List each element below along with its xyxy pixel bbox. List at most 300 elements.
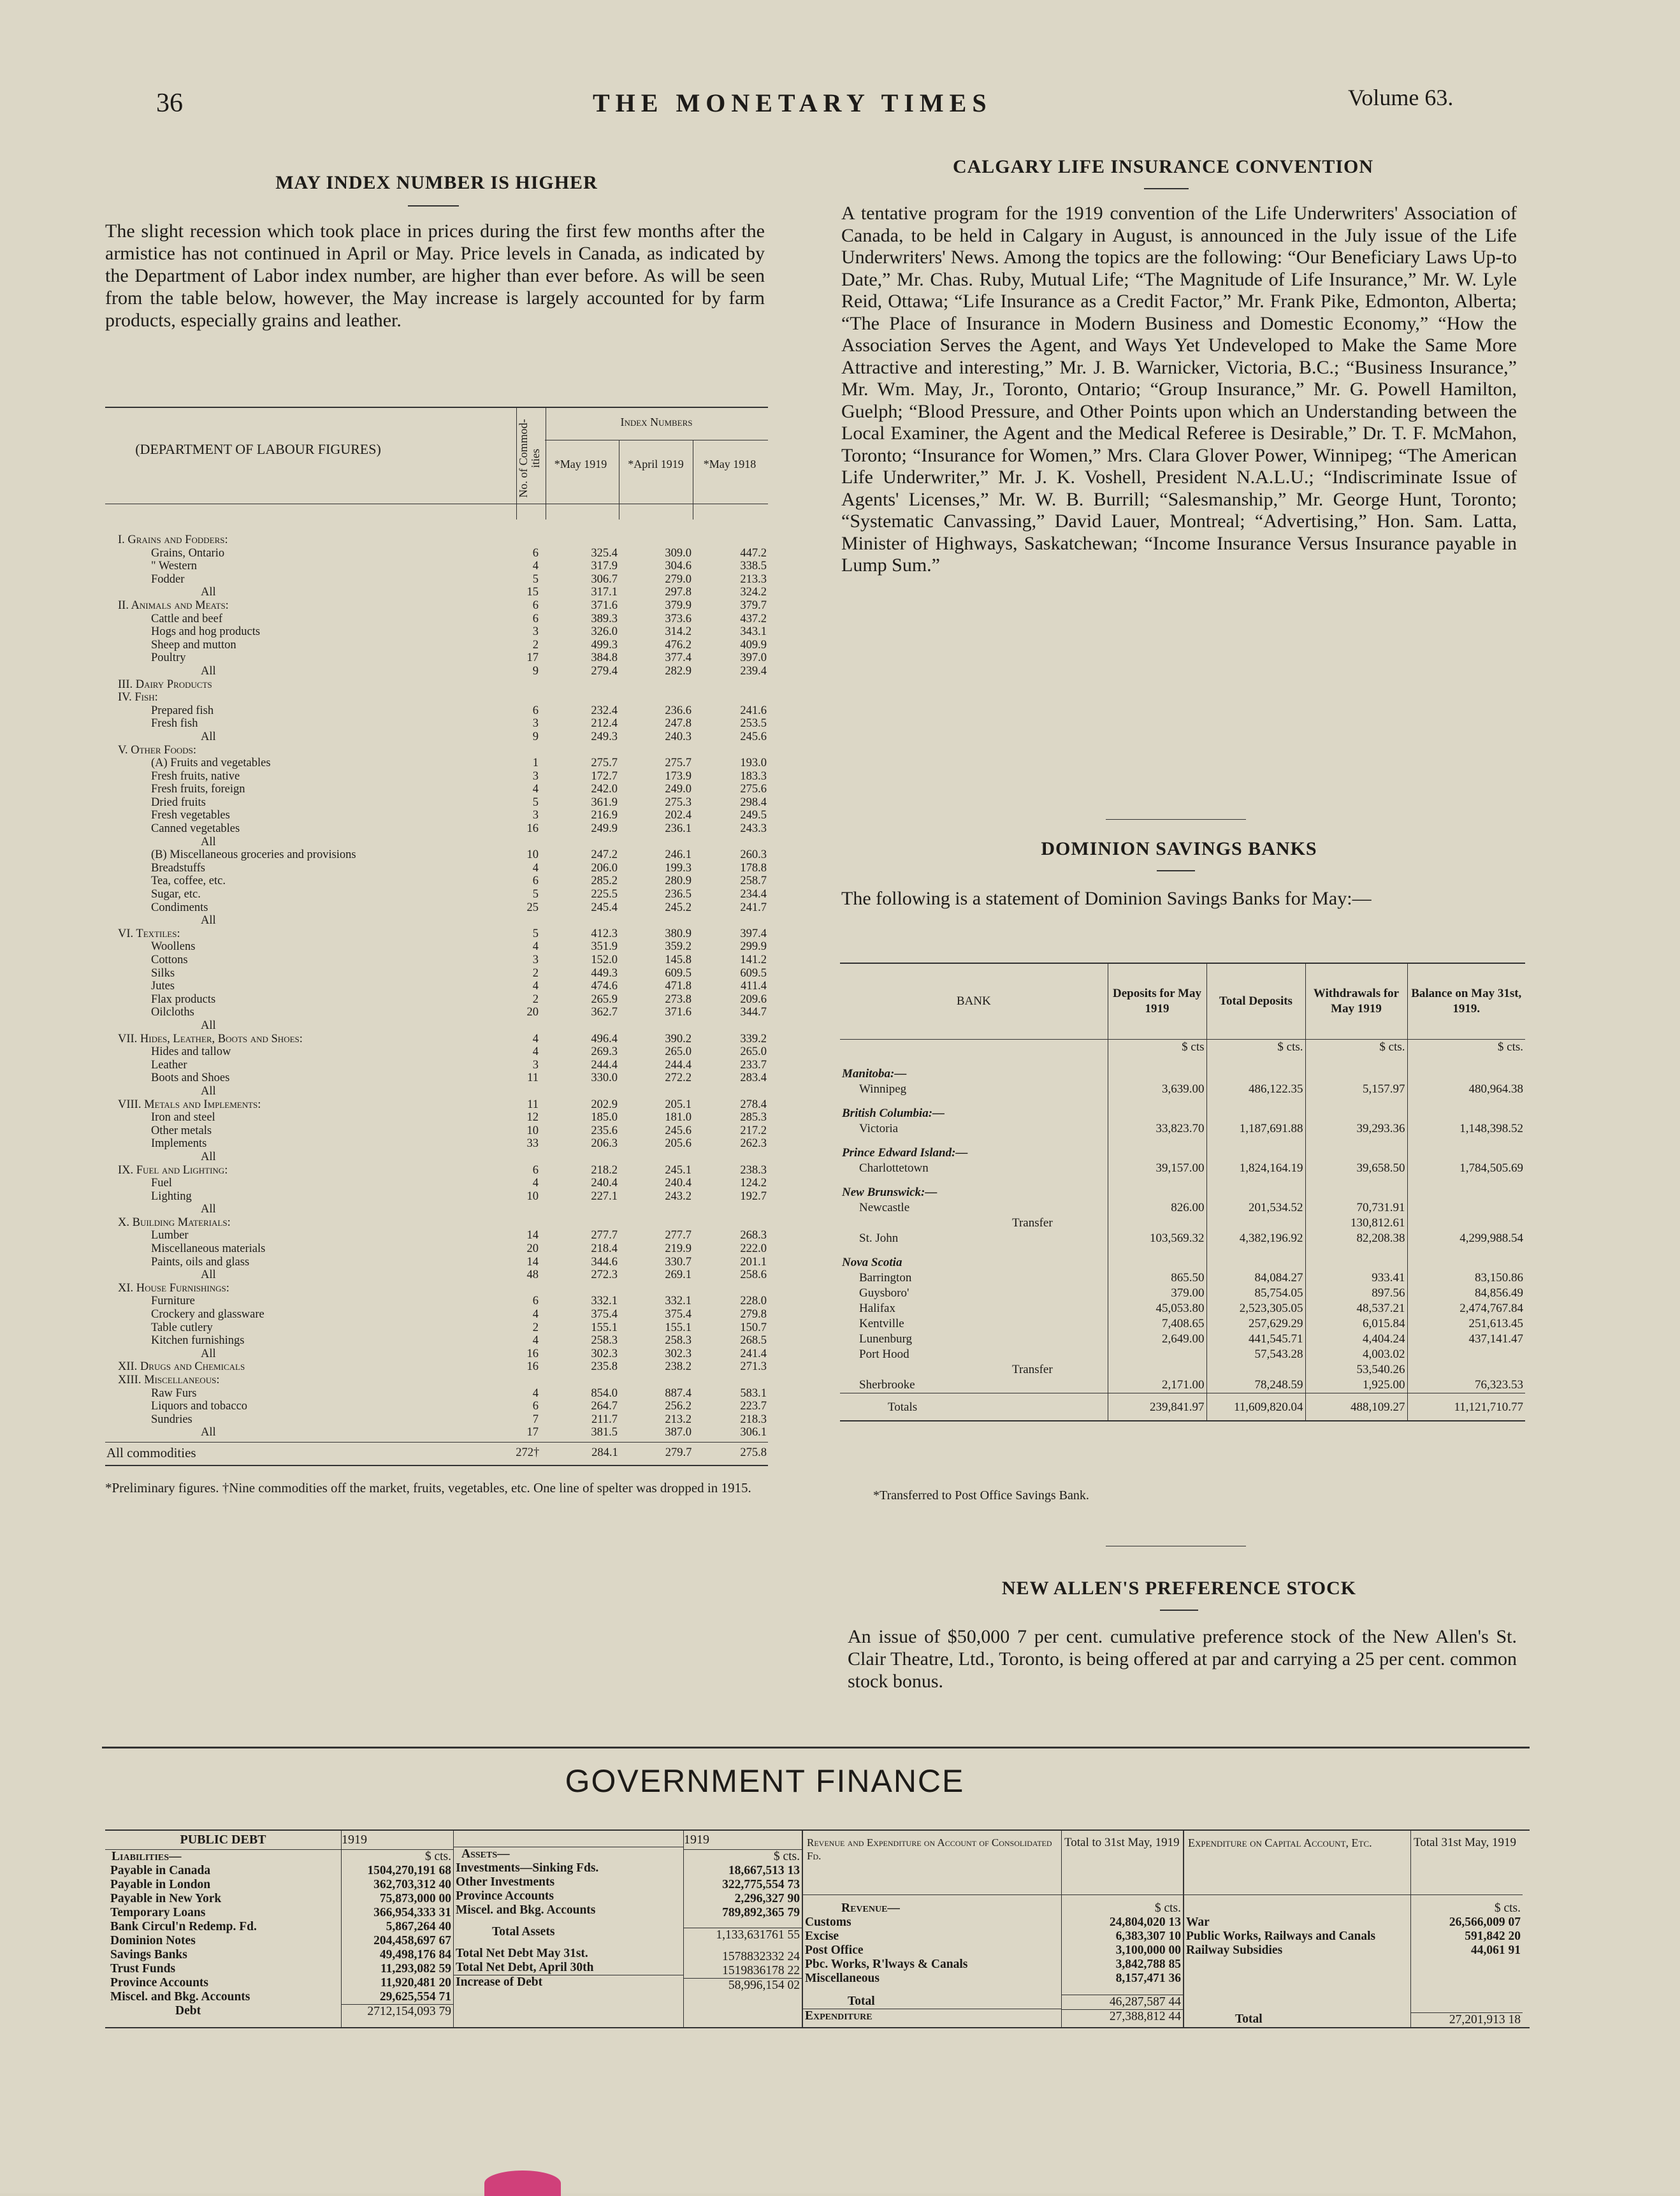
index-footnote: *Preliminary figures. †Nine commodities off the market, fruits, vegetables, etc. One line of spelter was dropped in 1915.	[105, 1480, 751, 1495]
row-may1918	[693, 744, 768, 757]
row-may1919: 499.3	[591, 638, 618, 651]
finance-label: Other Investments	[456, 1875, 555, 1889]
row-april1919: 173.9	[665, 769, 692, 783]
bank-row	[840, 1121, 1525, 1137]
row-count: 12	[526, 1111, 539, 1124]
row-label: IV. Fish:	[118, 691, 158, 704]
row-count	[516, 691, 545, 704]
bank-value	[1407, 1362, 1525, 1378]
liabilities-header: Liabilities—	[112, 1850, 182, 1863]
row-count	[516, 744, 545, 757]
finance-value: 11,920,481 20	[380, 1976, 451, 1989]
bank-name: Winnipeg	[840, 1082, 1108, 1097]
row-label: XI. House Furnishings:	[118, 1281, 229, 1295]
finance-row	[684, 1892, 802, 1906]
bank-value: 865.50	[1108, 1270, 1206, 1286]
row-may1918: 411.4	[741, 980, 767, 993]
row-count: 15	[526, 586, 539, 599]
finance-row	[803, 1958, 1061, 1972]
capital-vals	[1411, 1895, 1523, 2027]
row-april1919: 304.6	[665, 560, 692, 573]
row-april1919: 238.2	[665, 1360, 692, 1374]
row-may1919: 351.9	[591, 940, 618, 954]
row-may1919: 235.8	[591, 1360, 618, 1374]
row-count: 4	[532, 1032, 539, 1045]
finance-row	[342, 1948, 453, 1962]
totals-balance: 11,121,710.77	[1454, 1400, 1523, 1414]
finance-label: Trust Funds	[110, 1962, 176, 1975]
gov-columns	[105, 1831, 1530, 2027]
row-count: 9	[532, 664, 539, 678]
row-count	[516, 1085, 545, 1098]
row-may1918: 233.7	[740, 1058, 767, 1072]
total-may1918: 275.8	[740, 1446, 767, 1459]
bank-value	[1206, 1216, 1305, 1231]
table-row	[105, 1229, 768, 1242]
finance-label: Customs	[805, 1916, 851, 1929]
bank-row	[840, 1332, 1525, 1347]
row-april1919: 199.3	[665, 861, 692, 875]
bank-row	[840, 1216, 1525, 1231]
bank-value: 84,856.49	[1475, 1286, 1523, 1300]
bank-value: 2,474,767.84	[1459, 1302, 1523, 1315]
bank-value	[1108, 1216, 1206, 1231]
row-april1919: 373.6	[665, 612, 692, 625]
row-april1919: 273.8	[665, 993, 692, 1006]
row-label: Lumber	[151, 1229, 189, 1242]
province-row	[840, 1058, 1525, 1082]
row-may1918: 241.7	[740, 901, 767, 914]
capital-header: Expenditure on Capital Account, Etc.	[1184, 1831, 1410, 1895]
row-may1918: 192.7	[740, 1189, 767, 1203]
row-label: Sheep and mutton	[151, 638, 236, 651]
row-may1919: 361.9	[591, 796, 618, 809]
page-number: 36	[156, 89, 183, 118]
row-april1919: 390.2	[665, 1032, 692, 1045]
row-label: Leather	[151, 1058, 187, 1072]
net-debt-april-label: Total Net Debt, April 30th	[456, 1961, 594, 1974]
table-row	[105, 691, 768, 704]
bank-row	[840, 1316, 1525, 1332]
unit-label: $ cts.	[1305, 1040, 1407, 1058]
row-may1919: 206.3	[591, 1137, 618, 1151]
finance-value: 204,458,697 67	[373, 1934, 451, 1947]
row-label: All	[201, 730, 216, 743]
empty-cell	[1206, 1058, 1305, 1082]
assets-values	[684, 1831, 803, 2027]
bank-name: Charlottetown	[840, 1161, 1108, 1176]
row-may1918: 201.1	[740, 1255, 767, 1269]
row-april1919: 245.2	[665, 901, 692, 914]
count-header: No. of Commod-ities	[517, 419, 542, 498]
cap-total-header: Total 31st May, 1919	[1411, 1831, 1523, 1895]
finance-row	[342, 1976, 453, 1990]
revenue-header: Revenue and Expenditure on Account of Consolidated Fd.	[803, 1831, 1061, 1895]
masthead: THE MONETARY TIMES	[593, 89, 992, 117]
row-april1919	[619, 1374, 693, 1387]
bank-name: Guysboro'	[840, 1286, 1108, 1301]
bank-value: 85,754.05	[1206, 1286, 1305, 1301]
row-count: 6	[532, 875, 539, 888]
bank-value: 3,639.00	[1108, 1082, 1206, 1097]
revenue-values	[1062, 1831, 1184, 2027]
row-may1919: 235.6	[591, 1124, 618, 1137]
total-may1919: 284.1	[591, 1446, 618, 1459]
row-may1919	[545, 678, 619, 692]
finance-row	[454, 1889, 683, 1903]
col-may1919: *May 1919	[554, 458, 607, 470]
row-april1919: 309.0	[665, 546, 692, 560]
row-may1919: 211.7	[591, 1413, 618, 1426]
bank-row	[840, 1301, 1525, 1316]
row-count: 4	[532, 783, 539, 796]
row-may1919: 449.3	[591, 966, 618, 980]
row-label: Fresh fruits, foreign	[151, 783, 245, 796]
empty-cell	[1108, 1097, 1206, 1121]
row-may1918: 150.7	[740, 1321, 767, 1334]
row-label: VI. Textiles:	[118, 927, 180, 940]
row-april1919: 181.0	[665, 1111, 692, 1124]
row-count: 7	[532, 1413, 539, 1426]
row-april1919: 213.2	[665, 1413, 692, 1426]
revenue-labels	[803, 1895, 1061, 2023]
row-label: Canned vegetables	[151, 822, 240, 836]
row-may1919: 279.4	[591, 664, 618, 678]
empty-cell	[1206, 1097, 1305, 1121]
cts-label: $ cts.	[424, 1850, 451, 1863]
table-row	[105, 888, 768, 901]
row-april1919: 332.1	[665, 1295, 692, 1308]
row-april1919: 371.6	[665, 1006, 692, 1019]
province-row	[840, 1097, 1525, 1121]
row-may1919: 326.0	[591, 625, 618, 639]
finance-value: 6,383,307 10	[1115, 1930, 1181, 1943]
may-index-title: MAY INDEX NUMBER IS HIGHER	[275, 172, 598, 193]
bank-value: 1,784,505.69	[1459, 1161, 1523, 1175]
row-count	[516, 1282, 545, 1295]
finance-value: 26,566,009 07	[1449, 1916, 1521, 1929]
expenditure-value: 27,388,812 44	[1062, 2010, 1183, 2025]
finance-row	[1184, 1944, 1410, 1958]
ink-mark	[484, 2171, 561, 2196]
finance-row	[1062, 1930, 1183, 1944]
finance-value: 789,892,365 79	[722, 1906, 800, 1919]
bank-value: 1,925.00	[1305, 1378, 1407, 1393]
row-april1919: 236.6	[665, 704, 692, 717]
row-april1919: 246.1	[665, 848, 692, 862]
bank-value: 1,824,164.19	[1206, 1161, 1305, 1176]
year-header: 1919	[684, 1831, 802, 1850]
index-table-header	[105, 407, 768, 520]
row-label: Crockery and glassware	[151, 1308, 264, 1321]
finance-label: War	[1186, 1916, 1210, 1929]
revenue-col	[803, 1831, 1062, 2027]
empty-cell	[1108, 1137, 1206, 1161]
row-may1919	[545, 1203, 619, 1216]
row-count: 2	[532, 966, 539, 980]
table-row	[105, 1151, 768, 1164]
row-april1919: 240.4	[665, 1177, 692, 1190]
row-april1919: 377.4	[665, 651, 692, 665]
table-row	[105, 993, 768, 1007]
source-label: (DEPARTMENT OF LABOUR FIGURES)	[135, 441, 381, 457]
row-may1918: 218.3	[740, 1413, 767, 1426]
empty-cell	[1108, 1058, 1206, 1082]
row-count: 10	[526, 1124, 539, 1137]
row-may1918	[693, 836, 768, 849]
rev-total-value: 46,287,587 44	[1062, 1995, 1183, 2010]
row-label: Hides and tallow	[151, 1045, 231, 1059]
table-row	[105, 783, 768, 796]
empty-cell	[1407, 1176, 1525, 1200]
row-may1919: 202.9	[591, 1098, 618, 1111]
row-april1919: 297.8	[665, 586, 692, 599]
bank-name: Kentville	[840, 1316, 1108, 1332]
row-label: All	[201, 1269, 216, 1282]
bank-row	[840, 1347, 1525, 1362]
row-may1918: 258.7	[740, 875, 767, 888]
bank-value: 5,157.97	[1305, 1082, 1407, 1097]
row-label: All	[201, 1347, 216, 1360]
row-may1919: 412.3	[591, 927, 618, 940]
table-row	[105, 1190, 768, 1203]
row-may1918: 583.1	[740, 1386, 767, 1400]
table-row	[105, 809, 768, 822]
table-row	[105, 1137, 768, 1151]
row-may1919: 285.2	[591, 875, 618, 888]
col-may1918: *May 1918	[703, 458, 757, 470]
assets-head-spacer	[454, 1831, 683, 1847]
assets-header: Assets—	[461, 1847, 510, 1861]
table-row	[105, 1045, 768, 1059]
row-may1919: 172.7	[591, 769, 618, 783]
bank-value: 130,812.61	[1305, 1216, 1407, 1231]
finance-label: Investments—Sinking Fds.	[456, 1861, 599, 1875]
bank-row	[840, 1270, 1525, 1286]
row-april1919	[619, 691, 693, 704]
row-label: (B) Miscellaneous groceries and provisions	[151, 848, 356, 862]
row-may1918: 397.0	[740, 651, 767, 665]
table-row	[105, 613, 768, 626]
row-may1918: 234.4	[740, 888, 767, 901]
total-assets-label: Total Assets	[492, 1925, 555, 1938]
bank-value: 379.00	[1108, 1286, 1206, 1301]
row-label: XIII. Miscellaneous:	[118, 1374, 220, 1386]
row-april1919: 236.1	[665, 822, 692, 836]
row-count: 4	[532, 1177, 539, 1190]
row-may1918: 339.2	[740, 1032, 767, 1045]
row-may1918	[693, 1216, 768, 1230]
row-may1919: 344.6	[591, 1255, 618, 1269]
row-count	[516, 534, 545, 547]
row-label: Fodder	[151, 572, 185, 586]
finance-value: 75,873,000 00	[379, 1892, 451, 1905]
bank-value: 933.41	[1305, 1270, 1407, 1286]
row-may1918	[693, 534, 768, 547]
pd-head-row	[105, 1831, 341, 1850]
net-debt-may-value: 1578832332 24	[722, 1950, 800, 1963]
row-may1918: 222.0	[740, 1242, 767, 1256]
liabilities-col	[105, 1831, 342, 2027]
table-row	[105, 1413, 768, 1427]
bank-value: 6,015.84	[1305, 1316, 1407, 1332]
assets-labels	[454, 1847, 683, 1989]
table-row	[105, 875, 768, 888]
bank-value: 76,323.53	[1475, 1378, 1523, 1392]
empty-cell	[1305, 1176, 1407, 1200]
revenue-label: Revenue—	[841, 1902, 900, 1915]
bank-value	[1407, 1216, 1525, 1231]
col-withdrawals: Withdrawals for May 1919	[1305, 964, 1407, 1040]
debt-value: 2712,154,093 79	[342, 2005, 453, 2019]
row-may1918: 344.7	[740, 1006, 767, 1019]
table-row	[105, 534, 768, 547]
row-label: VII. Hides, Leather, Boots and Shoes:	[118, 1032, 303, 1045]
row-april1919: 145.8	[665, 954, 692, 966]
table-row	[105, 1033, 768, 1046]
row-label: All	[201, 1150, 216, 1163]
row-label: Boots and Shoes	[151, 1072, 230, 1085]
row-may1918: 124.2	[740, 1177, 767, 1190]
row-may1918: 275.6	[740, 783, 767, 796]
row-count: 17	[526, 651, 539, 665]
finance-value: 3,100,000 00	[1115, 1944, 1181, 1957]
bank-name: Sherbrooke	[840, 1378, 1108, 1393]
index-numbers-header: Index Numbers	[620, 416, 693, 428]
bank-name: Halifax	[840, 1301, 1108, 1316]
debt-label: Debt	[175, 2004, 201, 2018]
row-april1919	[619, 1216, 693, 1230]
volume-label: Volume 63.	[1348, 85, 1454, 110]
bank-row	[840, 1200, 1525, 1216]
bank-value: 53,540.26	[1305, 1362, 1407, 1378]
table-row	[105, 862, 768, 875]
finance-value: 366,954,333 31	[373, 1906, 451, 1919]
table-row	[105, 901, 768, 915]
row-label: II. Animals and Meats:	[118, 599, 229, 612]
row-may1919: 155.1	[591, 1321, 618, 1334]
liab-labels	[105, 1850, 341, 2018]
row-may1918: 262.3	[740, 1137, 767, 1151]
row-may1919	[545, 1216, 619, 1230]
capital-labels	[1184, 1895, 1410, 2026]
row-may1919: 474.6	[591, 980, 618, 993]
bank-value: 251,613.45	[1468, 1317, 1523, 1330]
table-row	[105, 1334, 768, 1348]
assets-vals	[684, 1850, 802, 1993]
table-row	[105, 731, 768, 744]
row-may1919: 265.9	[591, 993, 618, 1006]
empty-cell	[1206, 1176, 1305, 1200]
bank-value: 48,537.21	[1305, 1301, 1407, 1316]
row-may1918: 278.4	[740, 1098, 767, 1111]
row-may1918: 245.6	[740, 730, 767, 743]
finance-row	[105, 1892, 341, 1906]
row-label: Silks	[151, 966, 175, 980]
row-label: Tea, coffee, etc.	[151, 875, 226, 888]
table-row	[105, 1006, 768, 1019]
bank-value: 4,382,196.92	[1206, 1231, 1305, 1246]
row-label: Iron and steel	[151, 1111, 215, 1124]
row-may1919: 244.4	[591, 1058, 618, 1072]
row-april1919: 243.2	[665, 1189, 692, 1203]
bank-row	[840, 1378, 1525, 1393]
bank-value: 441,545.71	[1206, 1332, 1305, 1347]
bank-value: 1,148,398.52	[1459, 1122, 1523, 1135]
row-may1919: 152.0	[591, 954, 618, 966]
finance-row	[105, 1864, 341, 1878]
bank-value: 70,731.91	[1305, 1200, 1407, 1216]
province-row	[840, 1246, 1525, 1270]
row-april1919: 219.9	[665, 1242, 692, 1256]
row-may1918: 253.5	[740, 717, 767, 731]
row-label: All	[201, 1426, 216, 1439]
row-count: 4	[532, 861, 539, 875]
finance-row	[803, 1944, 1061, 1958]
row-may1918: 447.2	[740, 546, 767, 560]
row-april1919	[619, 678, 693, 692]
row-may1919: 302.3	[591, 1347, 618, 1360]
row-may1918: 298.4	[740, 796, 767, 809]
row-may1918: 209.6	[740, 993, 767, 1006]
row-label: Cottons	[151, 954, 188, 966]
finance-row	[105, 1948, 341, 1962]
row-label: Liquors and tobacco	[151, 1400, 248, 1413]
row-label: Woollens	[151, 940, 196, 954]
row-may1919: 227.1	[591, 1189, 618, 1203]
finance-row	[1184, 1930, 1410, 1944]
row-count: 20	[526, 1006, 539, 1019]
row-count: 16	[526, 822, 539, 836]
row-count: 10	[526, 1189, 539, 1203]
row-may1918: 437.2	[740, 612, 767, 625]
row-may1918: 243.3	[740, 822, 767, 836]
row-count: 16	[526, 1360, 539, 1374]
bank-row	[840, 1362, 1525, 1378]
row-count: 4	[532, 980, 539, 993]
bank-value: 4,299,988.54	[1459, 1232, 1523, 1245]
row-may1919	[545, 691, 619, 704]
finance-label: Pbc. Works, R'lways & Canals	[805, 1958, 968, 1971]
finance-row	[454, 1875, 683, 1889]
row-april1919: 256.2	[665, 1400, 692, 1413]
table-row	[105, 704, 768, 718]
row-label: Other metals	[151, 1124, 212, 1137]
row-may1919: 330.0	[591, 1072, 618, 1085]
unit-label: $ cts.	[1497, 1040, 1523, 1054]
row-label: Hogs and hog products	[151, 625, 261, 639]
row-label: VIII. Metals and Implements:	[118, 1098, 261, 1111]
finance-label: Railway Subsidies	[1186, 1944, 1283, 1957]
finance-row	[1062, 1958, 1183, 1972]
row-label: All	[201, 586, 216, 599]
table-row	[105, 770, 768, 783]
row-may1919: 212.4	[591, 717, 618, 731]
row-april1919: 277.7	[665, 1229, 692, 1242]
finance-row	[1062, 1972, 1183, 1986]
row-may1919: 272.3	[591, 1269, 618, 1282]
row-april1919: 272.2	[665, 1072, 692, 1085]
row-label: XII. Drugs and Chemicals	[118, 1360, 245, 1374]
allen-body: An issue of $50,000 7 per cent. cumulative preference stock of the New Allen's St. Clair Theatre, Ltd., Toronto, is being offered at par and carrying a 25 per cent. common stock bonus.	[848, 1626, 1517, 1692]
rev-total-header: Total to 31st May, 1919	[1062, 1831, 1183, 1895]
row-label: Condiments	[151, 901, 208, 914]
row-april1919: 275.3	[665, 796, 692, 809]
row-april1919: 380.9	[665, 927, 692, 940]
row-count: 6	[532, 546, 539, 560]
row-april1919: 476.2	[665, 638, 692, 651]
row-may1918: 223.7	[740, 1400, 767, 1413]
